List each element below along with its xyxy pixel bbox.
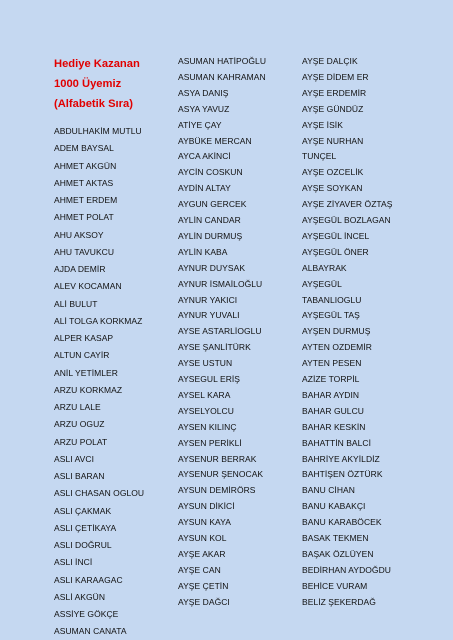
- list-item: AHU TAVUKCU: [54, 246, 115, 257]
- list-item: AYGUN GERCEK: [178, 199, 247, 210]
- list-item: ASLI ÇETİKAYA: [54, 522, 117, 533]
- list-item: AYDİN ALTAY: [178, 183, 231, 194]
- list-item: BAHRİYE AKYİLDİZ: [302, 453, 380, 464]
- list-item: ASLI KARAAGAC: [54, 574, 123, 585]
- list-item: BELİZ ŞEKERDAĞ: [302, 596, 376, 607]
- list-item: ARZU KORKMAZ: [54, 384, 123, 395]
- list-item: AHU AKSOY: [54, 229, 104, 240]
- title-line-1: Hediye Kazanan: [54, 58, 140, 70]
- list-item: AZİZE TORPİL: [302, 374, 360, 384]
- list-item: ARZU LALE: [54, 402, 101, 412]
- list-item: AYSEN KILINÇ: [178, 421, 237, 432]
- list-item: BEHİCE VURAM: [302, 580, 368, 591]
- list-item: AYNUR DUYSAK: [178, 262, 246, 273]
- list-item: TABANLIOGLU: [302, 294, 362, 305]
- list-item: AJDA DEMİR: [54, 264, 106, 274]
- list-item: AYSEN PERİKLİ: [178, 437, 242, 448]
- list-item: ASLİ AKGÜN: [54, 591, 106, 602]
- list-item: AYŞE AKAR: [178, 548, 226, 559]
- list-item: ADEM BAYSAL: [54, 143, 114, 154]
- list-item: AYŞE ZİYAVER ÖZTAŞ: [302, 199, 393, 210]
- list-item: BAHTİŞEN ÖZTÜRK: [302, 469, 383, 480]
- list-item: AYSENUR BERRAK: [178, 453, 257, 464]
- list-item: AYŞE SOYKAN: [302, 183, 363, 194]
- list-item: AYSUN KOL: [178, 533, 227, 543]
- list-item: AYŞE CAN: [178, 564, 221, 575]
- list-item: AYŞEGÜL İNCEL: [302, 230, 370, 241]
- list-item: ASLI ÇAKMAK: [54, 505, 112, 516]
- list-item: ALEV KOCAMAN: [54, 281, 122, 292]
- title-line-3: (Alfabetik Sıra): [54, 98, 133, 110]
- list-item: AYŞE OZCELİK: [302, 167, 364, 178]
- list-item: AHMET POLAT: [54, 212, 114, 223]
- list-item: AYSUN KAYA: [178, 517, 231, 528]
- list-item: ASYA DANIŞ: [178, 87, 229, 98]
- list-item: ALBAYRAK: [302, 262, 347, 273]
- list-item: ASLI AVCI: [54, 453, 94, 464]
- list-item: AYCA AKİNCİ: [178, 151, 231, 162]
- list-item: AYLİN KABA: [178, 246, 228, 257]
- list-item: AYŞE İSİK: [302, 119, 343, 130]
- list-item: ALTUN CAYİR: [54, 350, 110, 361]
- list-item: AHMET AKGÜN: [54, 160, 117, 171]
- list-item: AYŞEN DURMUŞ: [302, 326, 371, 337]
- list-item: ARZU POLAT: [54, 436, 108, 447]
- list-item: AYSUN DEMİRÖRS: [178, 485, 256, 496]
- list-item: ASUMAN CANATA: [54, 626, 127, 637]
- list-item: BAŞAK ÖZLÜYEN: [302, 548, 374, 559]
- list-item: AYŞE GÜNDÜZ: [302, 103, 364, 114]
- list-item: AYŞEGÜL: [302, 278, 342, 289]
- list-item: AYTEN OZDEMİR: [302, 342, 372, 353]
- list-item: ATİYE ÇAY: [178, 119, 222, 130]
- list-item: AYŞE ERDEMİR: [302, 87, 367, 98]
- list-item: BANU KABAKÇI: [302, 501, 366, 512]
- list-item: AYŞEGÜL ÖNER: [302, 246, 369, 257]
- list-item: ASUMAN KAHRAMAN: [178, 71, 266, 82]
- list-item: BANU KARABÖCEK: [302, 517, 382, 528]
- list-item: ASSİYE GÖKÇE: [54, 609, 119, 619]
- list-item: AYSE ŞANLİTÜRK: [178, 342, 251, 353]
- list-item: AYSE ASTARLİOGLU: [178, 326, 262, 337]
- list-item: AYŞE DAĞCI: [178, 596, 230, 607]
- list-item: ASLI CHASAN OGLOU: [54, 488, 145, 499]
- list-item: ASLI DOĞRUL: [54, 540, 112, 550]
- list-item: AYSE USTUN: [178, 358, 233, 369]
- list-item: AYLİN CANDAR: [178, 215, 241, 225]
- list-item: AYSEL KARA: [178, 389, 231, 400]
- list-item: ASYA YAVUZ: [178, 103, 230, 114]
- list-item: AYSENUR ŞENOCAK: [178, 469, 264, 480]
- list-item: TUNÇEL: [302, 151, 337, 162]
- list-item: BASAK TEKMEN: [302, 533, 369, 543]
- list-item: AYBÜKE MERCAN: [178, 135, 252, 146]
- list-item: AYTEN PESEN: [302, 358, 362, 369]
- list-item: AYCİN COSKUN: [178, 167, 243, 178]
- list-item: AHMET ERDEM: [54, 195, 118, 205]
- list-item: BAHAR GULCU: [302, 405, 364, 416]
- list-item: ARZU OGUZ: [54, 419, 105, 430]
- list-item: BEDİRHAN AYDOĞDU: [302, 564, 391, 575]
- list-item: ALPER KASAP: [54, 333, 114, 343]
- list-item: ABDULHAKİM MUTLU: [54, 126, 142, 136]
- list-item: AYŞE DALÇIK: [302, 56, 358, 66]
- list-item: BAHATTİN BALCİ: [302, 437, 372, 448]
- list-item: AYNUR YAKICI: [178, 294, 238, 305]
- list-item: ALİ BULUT: [54, 298, 98, 309]
- list-item: ASUMAN HATİPOĞLU: [178, 56, 267, 66]
- list-item: AYNUR İSMAİLOĞLU: [178, 278, 263, 289]
- title-line-2: 1000 Üyemiz: [54, 78, 122, 90]
- list-item: ASLI İNCİ: [54, 557, 93, 568]
- list-item: ALİ TOLGA KORKMAZ: [54, 315, 143, 326]
- list-item: AYSEGUL ERİŞ: [178, 374, 241, 384]
- list-item: AYŞE NURHAN: [302, 135, 364, 146]
- list-item: AYŞE ÇETİN: [178, 580, 229, 591]
- list-item: BAHAR AYDIN: [302, 389, 360, 400]
- list-item: AYŞE DİDEM ER: [302, 71, 369, 82]
- list-item: AYSUN DİKİCİ: [178, 501, 235, 512]
- list-item: ASLI BARAN: [54, 471, 105, 481]
- list-item: AYNUR YUVALI: [178, 310, 240, 321]
- list-item: ANİL YETİMLER: [54, 367, 118, 378]
- list-item: AHMET AKTAS: [54, 177, 114, 188]
- list-item: AYLİN DURMUŞ: [178, 230, 243, 241]
- list-item: AYŞEGÜL BOZLAGAN: [302, 215, 391, 225]
- document-title: [54, 54, 172, 114]
- list-item: BANU CİHAN: [302, 485, 355, 496]
- list-item: AYŞEGÜL TAŞ: [302, 310, 360, 321]
- list-item: BAHAR KESKİN: [302, 421, 366, 432]
- list-item: AYSELYOLCU: [178, 405, 234, 416]
